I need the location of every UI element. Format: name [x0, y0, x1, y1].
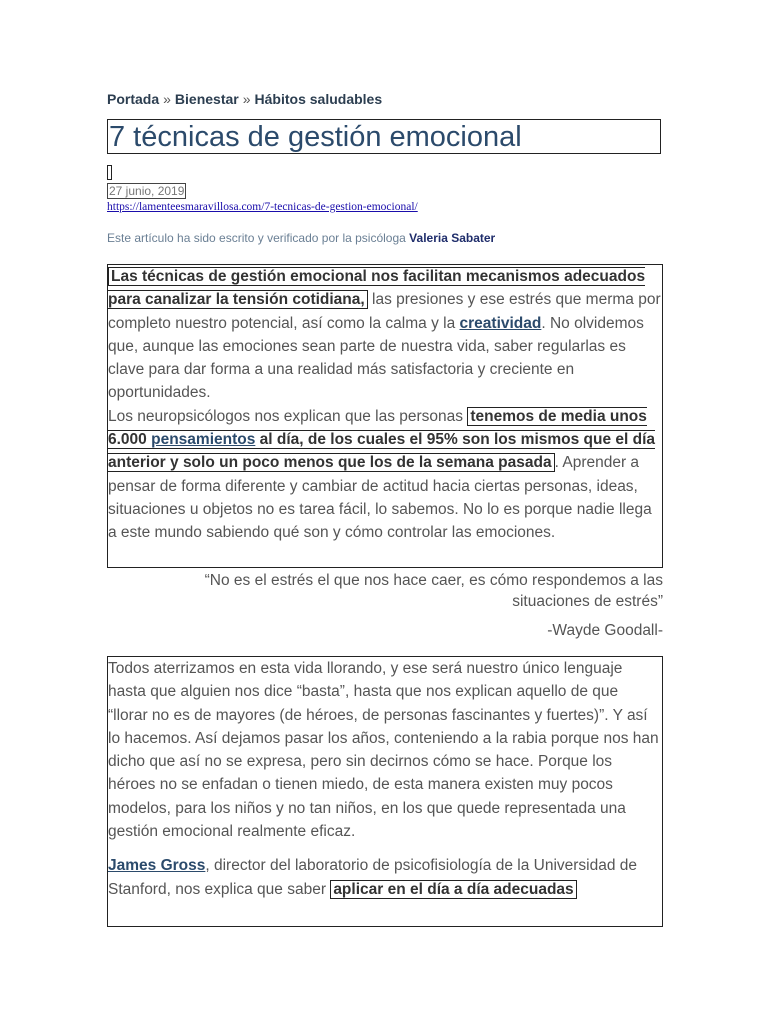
page-title: 7 técnicas de gestión emocional — [109, 121, 522, 153]
james-gross-link[interactable]: James Gross — [108, 857, 206, 875]
breadcrumb-link-bienestar[interactable]: Bienestar — [174, 91, 239, 107]
breadcrumb-separator: » — [163, 91, 171, 107]
breadcrumb — [107, 91, 382, 107]
creatividad-link[interactable]: creatividad — [459, 314, 542, 332]
neuro-text-a: Los neuropsicólogos nos explican que las personas — [108, 407, 468, 425]
breadcrumb-link-habitos[interactable]: Hábitos saludables — [254, 91, 383, 107]
intro-paragraph — [108, 265, 662, 405]
intro-text-b: . No olvidemos que, aunque las emociones sean parte de nuestra vida, saber regularlas es clave para dar forma a una realidad más satisfactoria y creciente en oportunidades. — [108, 314, 644, 402]
title-box — [107, 119, 661, 154]
author-prefix: Este artículo ha sido escrito y verificado por la psicóloga — [107, 231, 406, 245]
author-line — [107, 231, 495, 245]
blockquote-text: “No es el estrés el que nos hace caer, es cómo respondemos a las situaciones de estrés” — [204, 572, 663, 610]
neuro-text-rest: . Aprender a pensar de forma diferente y cambiar de actitud hacia ciertas personas, ideas, situaciones u objetos no es tarea fácil, lo sabemos. No lo es porque nadie llega a este mundo sabiendo qué son y cómo controlar las emociones. — [108, 454, 652, 542]
breadcrumb-separator: » — [242, 91, 251, 107]
paragraph-gap — [108, 843, 662, 854]
pensamientos-link[interactable]: pensamientos — [151, 431, 256, 449]
neuro-paragraph — [108, 405, 662, 545]
highlight-thoughts-text-b: al día, de los cuales el 95% son los mismos que el día anterior y solo un poco menos que los de la semana pasada — [108, 431, 656, 472]
quote-author: -Wayde Goodall- — [547, 622, 663, 639]
body-section-box — [107, 656, 663, 927]
intro-text-a: las presiones y ese estrés que merma por completo nuestro potencial, así como la calma y la — [108, 291, 661, 332]
author-name-link[interactable]: Valeria Sabater — [409, 231, 496, 245]
body-paragraph-2 — [108, 854, 662, 901]
publish-date: 27 junio, 2019 — [109, 184, 185, 198]
intro-section-box — [107, 264, 663, 568]
breadcrumb-link-portada[interactable]: Portada — [107, 91, 160, 107]
article-url-link[interactable]: https://lamenteesmaravillosa.com/7-tecnicas-de-gestion-emocional/ — [107, 201, 418, 213]
body-paragraph-2-text: , director del laboratorio de psicofisiología de la Universidad de Stanford, nos explica que saber — [108, 857, 638, 898]
body-paragraph-1: Todos aterrizamos en esta vida llorando, y ese será nuestro único lenguaje hasta que alguien nos dice “basta”, hasta que nos explican aquello de que “llorar no es de mayores (de héroes, de personas fascinantes y fuertes)”. Y así lo hacemos. Así dejamos pasar los años, conteniendo a la rabia porque nos han dicho que así no se expresa, pero sin decirnos cómo se hace. Porque los héroes no se enfadan o tienen miedo, de esta manera existen muy pocos modelos, para los niños y no tan niños, en los que quede representada una gestión emocional realmente eficaz. — [108, 660, 659, 841]
highlight-thoughts-text-a: tenemos de media unos 6.000 — [108, 407, 647, 449]
highlight-mechanisms: Las técnicas de gestión emocional nos facilitan mecanismos adecuados para canalizar la tensión cotidiana, — [108, 268, 646, 309]
empty-annotation-box — [107, 165, 112, 180]
highlight-apply: aplicar en el día a día adecuadas — [330, 880, 576, 899]
